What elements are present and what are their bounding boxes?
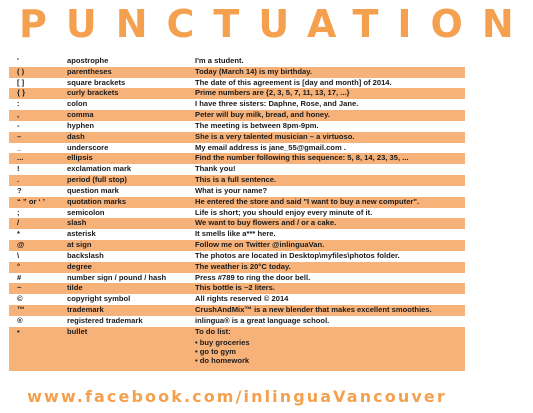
table-row — [9, 56, 465, 67]
punctuation-example: I'm a student. — [195, 56, 244, 65]
punctuation-symbol: ° — [17, 261, 21, 271]
table-row — [9, 67, 465, 78]
table-row — [9, 327, 465, 371]
punctuation-name: registered trademark — [67, 315, 143, 325]
punctuation-example: My email address is jane_55@gmail.com . — [195, 142, 346, 152]
punctuation-name: curly brackets — [67, 88, 119, 98]
punctuation-name: period (full stop) — [67, 175, 127, 185]
punctuation-symbol: : — [17, 99, 20, 109]
table-row — [9, 208, 465, 219]
table-row — [9, 99, 465, 110]
punctuation-symbol: © — [17, 294, 23, 304]
punctuation-name: question mark — [67, 185, 119, 195]
punctuation-symbol: • — [17, 326, 20, 336]
punctuation-name: colon — [67, 99, 88, 109]
punctuation-name: apostrophe — [67, 56, 109, 65]
punctuation-name: degree — [67, 261, 92, 271]
punctuation-example: All rights reserved © 2014 — [195, 294, 289, 304]
punctuation-symbol: # — [17, 272, 22, 282]
punctuation-symbol: ' — [17, 56, 19, 65]
punctuation-example — [195, 327, 465, 365]
table-row — [9, 251, 465, 262]
punctuation-example: Today (March 14) is my birthday. — [195, 66, 313, 76]
punctuation-example: What is your name? — [195, 185, 268, 195]
table-row — [9, 240, 465, 251]
punctuation-symbol: . — [17, 175, 20, 185]
table-row — [9, 273, 465, 284]
table-row — [9, 88, 465, 99]
punctuation-symbol: @ — [17, 240, 25, 250]
punctuation-name: dash — [67, 131, 85, 141]
table-row — [9, 218, 465, 229]
table-row — [9, 262, 465, 273]
punctuation-name: comma — [67, 110, 94, 120]
punctuation-example: Find the number following this sequence: 5, 8, 14, 23, 35, ... — [195, 153, 409, 163]
table-row — [9, 143, 465, 154]
punctuation-symbol: - — [17, 120, 20, 130]
punctuation-example: Prime numbers are {2, 3, 5, 7, 11, 13, 17, ...} — [195, 88, 350, 98]
punctuation-symbol: / — [17, 218, 20, 228]
table-row — [9, 283, 465, 294]
table-row — [9, 186, 465, 197]
table-row — [9, 110, 465, 121]
punctuation-name: tilde — [67, 283, 83, 293]
punctuation-example: Thank you! — [195, 164, 236, 174]
punctuation-example: The weather is 20°C today. — [195, 261, 291, 271]
punctuation-symbol: _ — [17, 142, 22, 152]
punctuation-example: This is a full sentence. — [195, 175, 277, 185]
table-row — [9, 164, 465, 175]
punctuation-example: This bottle is ~2 liters. — [195, 283, 275, 293]
punctuation-symbol: * — [17, 229, 20, 239]
example-line: • do homework — [195, 355, 250, 365]
punctuation-symbol: [ ] — [17, 77, 25, 87]
punctuation-symbol: ... — [17, 153, 24, 163]
punctuation-example: Press #789 to ring the door bell. — [195, 272, 311, 282]
punctuation-example: I have three sisters: Daphne, Rose, and Jane. — [195, 99, 359, 109]
punctuation-name: semicolon — [67, 207, 105, 217]
punctuation-example: Life is short; you should enjoy every minute of it. — [195, 207, 373, 217]
table-row — [9, 316, 465, 327]
example-line: • go to gym — [195, 346, 237, 356]
punctuation-name: bullet — [67, 326, 88, 336]
footer-url: www.facebook.com/inlinguaVancouver — [27, 387, 447, 406]
punctuation-symbol: ( ) — [17, 66, 25, 76]
punctuation-example: The meeting is between 8pm-9pm. — [195, 120, 319, 130]
table-row — [9, 229, 465, 240]
punctuation-name: ellipsis — [67, 153, 93, 163]
punctuation-table — [9, 56, 465, 371]
punctuation-example: She is a very talented musician – a virtuoso. — [195, 131, 355, 141]
punctuation-example: We want to buy flowers and / or a cake. — [195, 218, 337, 228]
punctuation-name: slash — [67, 218, 87, 228]
example-line: To do list: — [195, 326, 231, 336]
punctuation-name: square brackets — [67, 77, 126, 87]
punctuation-example: He entered the store and said "I want to buy a new computer". — [195, 196, 420, 206]
punctuation-name: underscore — [67, 142, 109, 152]
example-line: • buy groceries — [195, 337, 250, 347]
table-row — [9, 121, 465, 132]
punctuation-symbol: – — [17, 131, 22, 141]
punctuation-symbol: , — [17, 110, 20, 120]
punctuation-name: trademark — [67, 305, 104, 315]
punctuation-example: Follow me on Twitter @inlinguaVan. — [195, 240, 325, 250]
punctuation-name: parentheses — [67, 66, 112, 76]
punctuation-symbol: ? — [17, 185, 22, 195]
punctuation-name: backslash — [67, 250, 104, 260]
punctuation-name: exclamation mark — [67, 164, 132, 174]
punctuation-name: at sign — [67, 240, 92, 250]
punctuation-symbol: ! — [17, 164, 20, 174]
table-row — [9, 153, 465, 164]
punctuation-symbol: ; — [17, 207, 20, 217]
punctuation-symbol: \ — [17, 250, 20, 260]
punctuation-symbol: ® — [17, 315, 23, 325]
punctuation-symbol: { } — [17, 88, 26, 98]
table-row — [9, 132, 465, 143]
punctuation-example: The photos are located in Desktop\myfiles\photos folder. — [195, 250, 400, 260]
punctuation-example: It smells like a*** here. — [195, 229, 276, 239]
punctuation-example: The date of this agreement is [day and month] of 2014. — [195, 77, 392, 87]
table-row — [9, 294, 465, 305]
punctuation-example: inlingua® is a great language school. — [195, 315, 330, 325]
punctuation-name: asterisk — [67, 229, 96, 239]
table-row — [9, 78, 465, 89]
punctuation-name: number sign / pound / hash — [67, 272, 167, 282]
punctuation-name: hyphen — [67, 120, 95, 130]
page-title: PUNCTUATION — [19, 2, 533, 46]
table-row — [9, 175, 465, 186]
punctuation-example: Peter will buy milk, bread, and honey. — [195, 110, 330, 120]
table-row — [9, 305, 465, 316]
table-row — [9, 197, 465, 208]
punctuation-example: CrushAndMix™ is a new blender that makes excellent smoothies. — [195, 305, 432, 315]
punctuation-symbol: “ ” or ‘ ’ — [17, 196, 45, 206]
punctuation-symbol: ~ — [17, 283, 22, 293]
punctuation-name: copyright symbol — [67, 294, 131, 304]
punctuation-name: quotation marks — [67, 196, 127, 206]
punctuation-symbol: ™ — [17, 305, 25, 315]
